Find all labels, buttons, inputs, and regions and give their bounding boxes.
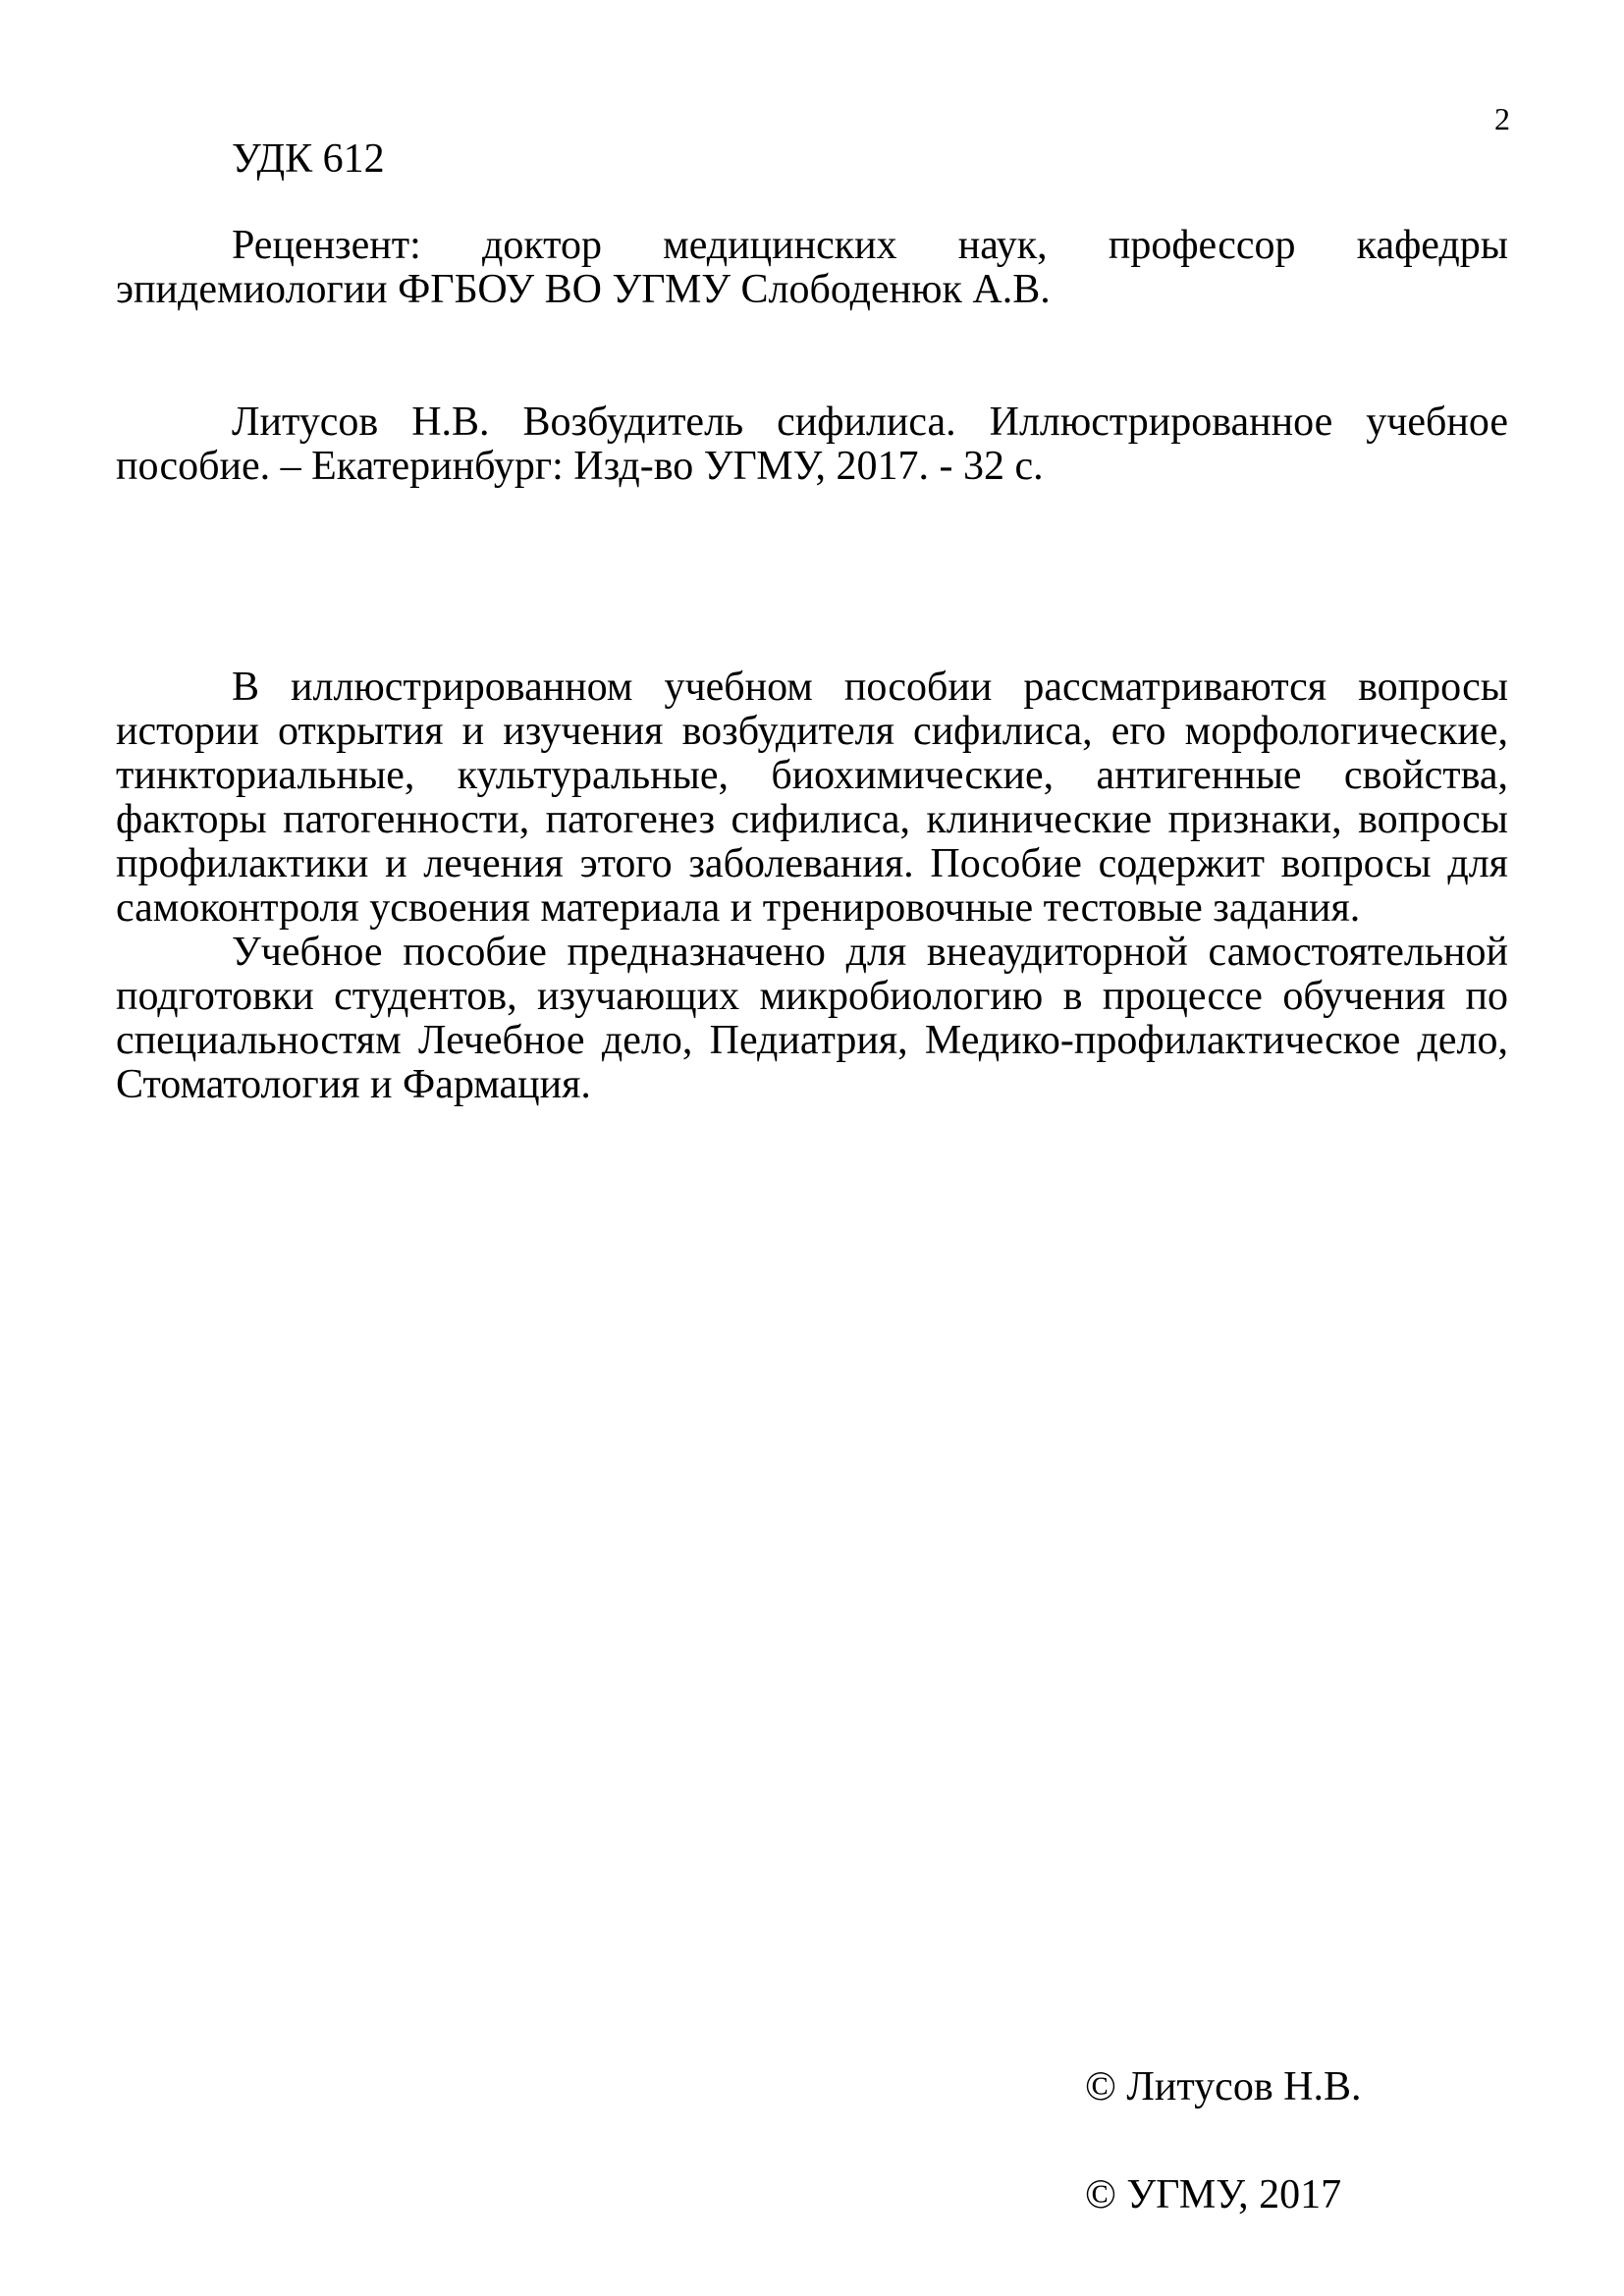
- udk-code: УДК 612: [232, 136, 385, 182]
- citation-section: [116, 400, 1508, 489]
- annotation-paragraph-1: В иллюстрированном учебном пособии рассматриваются вопросы истории открытия и изучения возбудителя сифилиса, его морфологические, тинкториальные, культуральные, биохимические, антигенные свойства, факторы патогенности, патогенез сифилиса, клинические признаки, вопросы профилактики и лечения этого заболевания. Пособие содержит вопросы для самоконтроля усвоения материала и тренировочные тестовые задания.: [116, 665, 1508, 931]
- annotation-section: [116, 666, 1508, 1107]
- reviewer-section: [116, 224, 1508, 312]
- copyright-university: © УГМУ, 2017: [1085, 2172, 1342, 2217]
- page-number: 2: [1494, 101, 1510, 136]
- udk-section: [116, 137, 1508, 182]
- reviewer-text: Рецензент: доктор медицинских наук, профессор кафедры эпидемиологии ФГБОУ ВО УГМУ Слободенюк А.В.: [116, 223, 1508, 312]
- annotation-paragraph-2: Учебное пособие предназначено для внеаудиторной самостоятельной подготовки студентов, изучающих микробиологию в процессе обучения по специальностям Лечебное дело, Педиатрия, Медико-профилактическое дело, Стоматология и Фармация.: [116, 930, 1508, 1107]
- copyright-section: [1085, 2065, 1362, 2217]
- copyright-author: © Литусов Н.В.: [1085, 2064, 1362, 2109]
- bibliographic-citation: Литусов Н.В. Возбудитель сифилиса. Иллюстрированное учебное пособие. – Екатеринбург: Изд-во УГМУ, 2017. - 32 с.: [116, 400, 1508, 489]
